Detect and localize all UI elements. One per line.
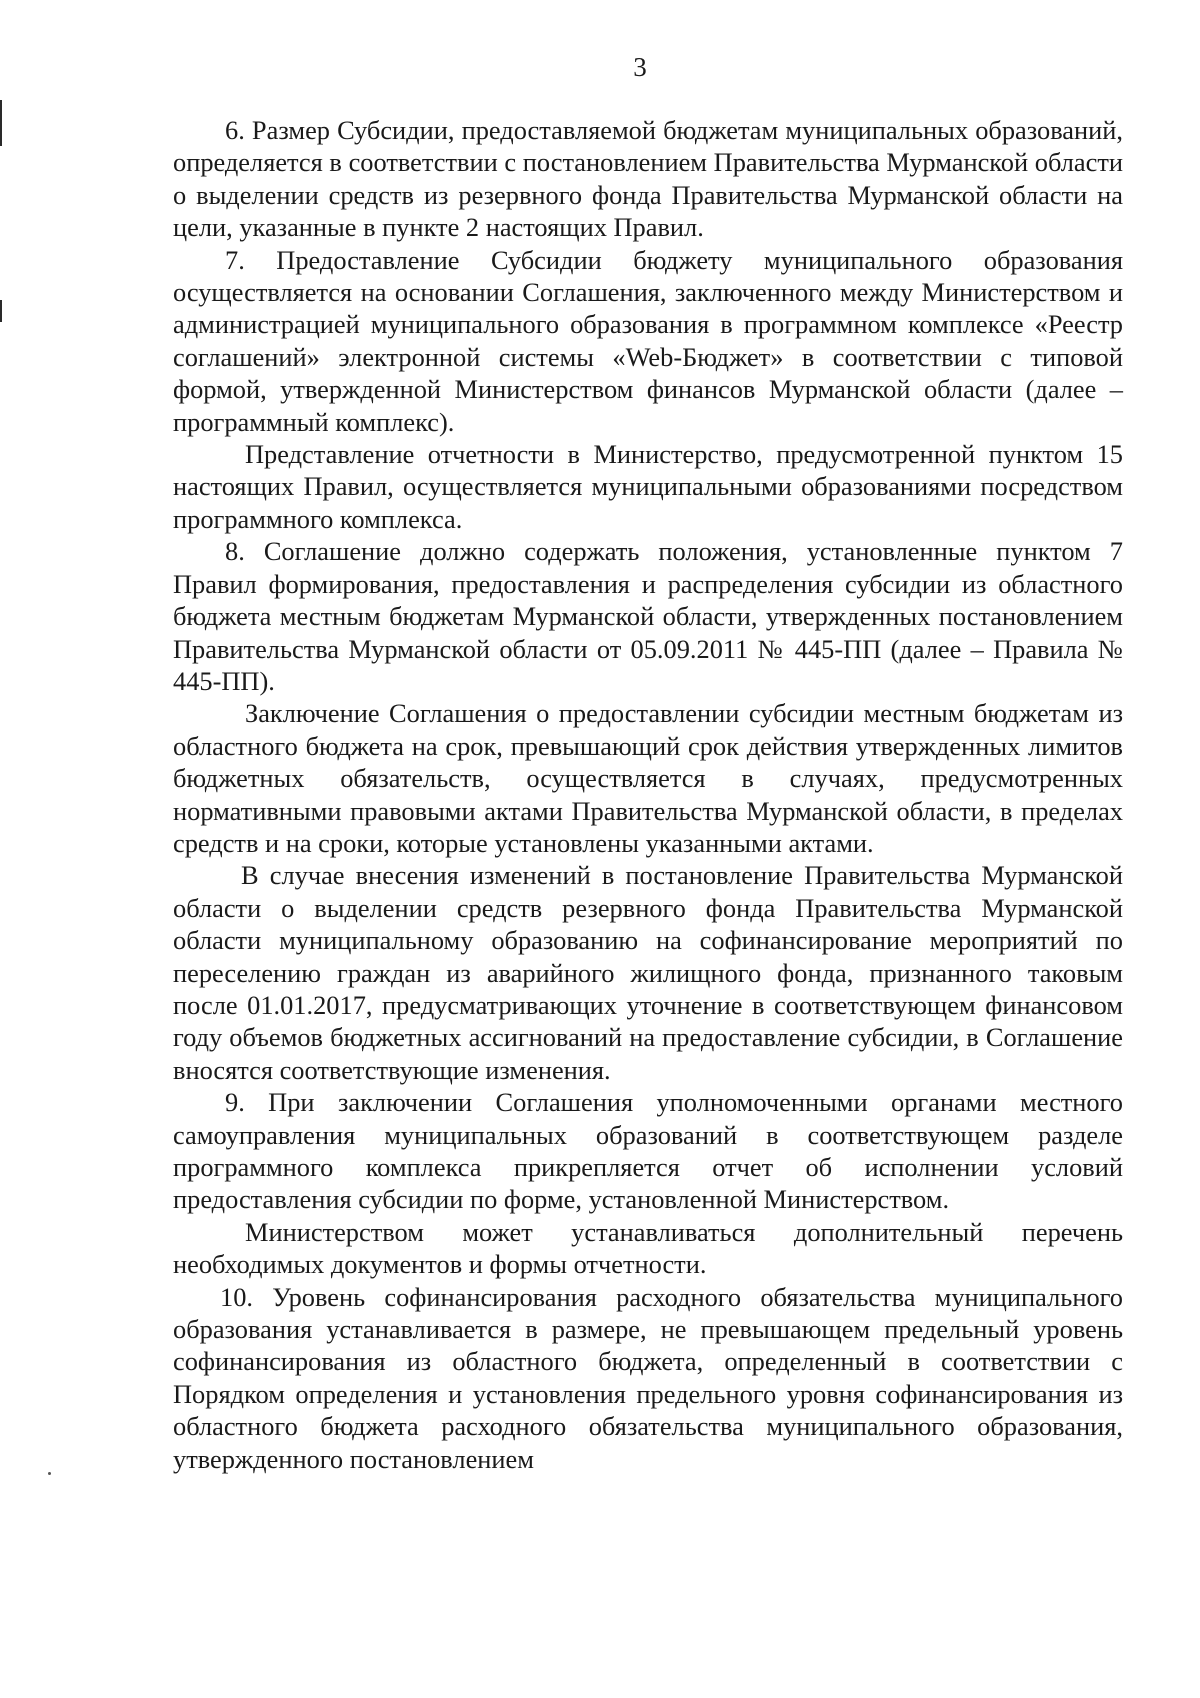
paragraph-item-7: 7. Предоставление Субсидии бюджету муниципального образования осуществляется на основании Соглашения, заключенного между Министерством и администрацией муниципального образования в программном комплексе «Реестр соглашений» электронной системы «Web-Бюджет» в соответствии с типовой формой, утвержденной Министерством финансов Мурманской области (далее – программный комплекс). — [173, 244, 1123, 437]
paragraph-item-8: 8. Соглашение должно содержать положения, установленные пунктом 7 Правил формирования, предоставления и распределения субсидии из областного бюджета местным бюджетам Мурманской области, утвержденных постановлением Правительства Мурманской области от 05.09.2011 № 445-ПП (далее – Правила № 445-ПП). — [173, 536, 1123, 696]
page-number: 3 — [633, 52, 647, 82]
scan-edge-mark — [0, 100, 2, 146]
scan-speck — [48, 1472, 51, 1475]
paragraph-agreement-term: Заключение Соглашения о предоставлении субсидии местным бюджетам из областного бюджета на срок, превышающий срок действия утвержденных лимитов бюджетных обязательств, осуществляется в случаях, предусмотренных нормативными правовыми актами Правительства Мурманской области, в пределах средств и на сроки, которые установлены указанными актами. — [173, 698, 1123, 858]
paragraph-item-9: 9. При заключении Соглашения уполномоченными органами местного самоуправления муниципальных образований в соответствующем разделе программного комплекса прикрепляется отчет об исполнении условий предоставления субсидии по форме, установленной Министерством. — [173, 1087, 1123, 1215]
paragraph-item-6: 6. Размер Субсидии, предоставляемой бюджетам муниципальных образований, определяется в соответствии с постановлением Правительства Мурманской области о выделении средств из резервного фонда Правительства Мурманской области на цели, указанные в пункте 2 настоящих Правил. — [173, 115, 1123, 243]
paragraph-reporting: Представление отчетности в Министерство, предусмотренной пунктом 15 настоящих Правил, осуществляется муниципальными образованиями посредством программного комплекса. — [173, 439, 1123, 534]
document-body — [173, 114, 1123, 1475]
paragraph-item-10: 10. Уровень софинансирования расходного обязательства муниципального образования устанавливается в размере, не превышающем предельный уровень софинансирования из областного бюджета, определенный в соответствии с Порядком определения и установления предельного уровня софинансирования из областного бюджета расходного обязательства муниципального образования, утвержденного постановлением — [173, 1281, 1123, 1474]
scan-edge-mark — [0, 300, 2, 322]
paragraph-additional-documents: Министерством может устанавливаться дополнительный перечень необходимых документов и формы отчетности. — [173, 1216, 1123, 1280]
paragraph-amendments: В случае внесения изменений в постановление Правительства Мурманской области о выделении средств резервного фонда Правительства Мурманской области муниципальному образованию на софинансирование мероприятий по переселению граждан из аварийного жилищного фонда, признанного таковым после 01.01.2017, предусматривающих уточнение в соответствующем финансовом году объемов бюджетных ассигнований на предоставление субсидии, в Соглашение вносятся соответствующие изменения. — [173, 860, 1123, 1085]
